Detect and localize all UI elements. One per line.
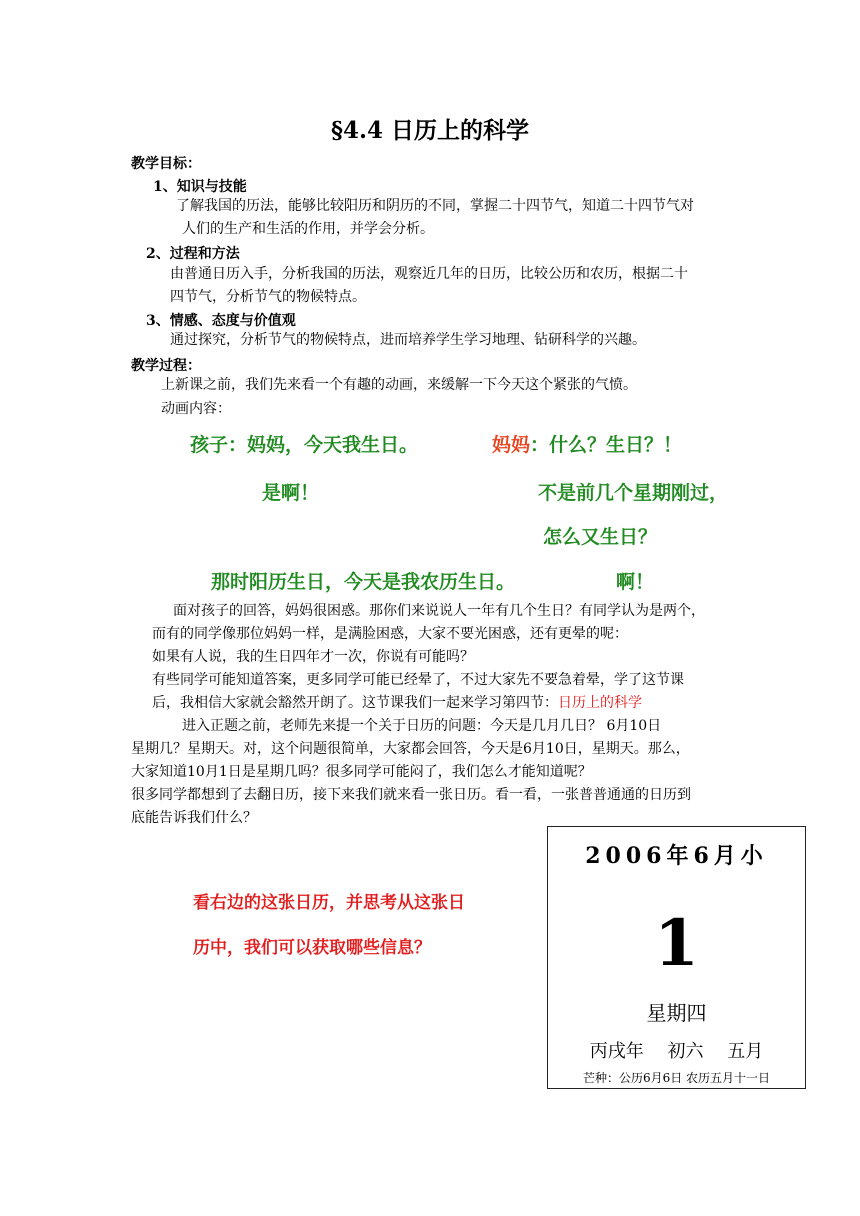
process-heading: 教学过程：: [131, 358, 201, 374]
goal-1-heading: 1、知识与技能: [153, 179, 247, 195]
para-2: 如果有人说，我的生日四年才一次，你说有可能吗？: [152, 649, 474, 665]
para-1a: 面对孩子的回答，妈妈很困惑。那你们来说说人一年有几个生日？有同学认为是两个，: [173, 603, 705, 619]
para-5b: 底能告诉我们什么？: [131, 810, 257, 826]
goals-heading: 教学目标：: [131, 156, 201, 172]
dialogue-mom-1-text: ：什么？生日？！: [530, 434, 683, 456]
calendar-solar-term: 芒种：公历6月6日 农历五月十一日: [582, 1071, 771, 1085]
para-3b: [152, 692, 642, 715]
calendar-day: 1: [654, 906, 699, 981]
calendar-lunar-date: 丙戌年 初六 五月: [589, 1041, 764, 1062]
para-3b-text: 后，我相信大家就会豁然开朗了。这节课我们一起来学习第四节：: [152, 695, 558, 711]
calendar-header: 2006年6月小: [585, 843, 768, 869]
prompt-line-2: 历中，我们可以获取哪些信息？: [193, 938, 431, 958]
goal-2-line-1: 由普通日历入手，分析我国的历法，观察近几年的日历，比较公历和农历，根据二十: [170, 266, 688, 282]
para-5a: 很多同学都想到了去翻日历，接下来我们就来看一张日历。看一看，一张普普通通的日历到: [131, 787, 691, 803]
para-1b: 而有的同学像那位妈妈一样，是满脸困惑，大家不要光困惑，还有更晕的呢：: [152, 626, 628, 642]
dialogue-mom-2b: 怎么又生日？: [543, 526, 658, 548]
prompt-line-1: 看右边的这张日历，并思考从这张日: [193, 893, 465, 913]
para-3a: 有些同学可能知道答案，更多同学可能已经晕了，不过大家先不要急着晕，学了这节课: [152, 672, 684, 688]
calendar-weekday: 星期四: [646, 1001, 707, 1025]
goal-1-line-2: 人们的生产和生活的作用，并学会分析。: [182, 221, 434, 237]
goal-3-heading: 3、情感、态度与价值观: [146, 313, 296, 329]
process-intro-1: 上新课之前，我们先来看一个有趣的动画，来缓解一下今天这个紧张的气愤。: [161, 377, 637, 393]
lesson-title-highlight: 日历上的科学: [558, 695, 642, 711]
goal-3-line-1: 通过探究，分析节气的物候特点，进而培养学生学习地理、钻研科学的兴趣。: [170, 332, 646, 348]
speaker-mom: 妈妈: [492, 434, 531, 456]
goal-2-line-2: 四节气，分析节气的物候特点。: [170, 289, 366, 305]
para-4b: 星期几？星期天。对，这个问题很简单，大家都会回答，今天是6月10日，星期天。那么，: [131, 741, 690, 757]
dialogue-mom-2a: 不是前几个星期刚过，: [538, 482, 729, 504]
page-title: §4.4 日历上的科学: [330, 117, 530, 144]
calendar-page: [547, 826, 806, 1089]
para-4a: 进入正题之前，老师先来提一个关于日历的问题：今天是几月几日？ 6月10日: [182, 718, 662, 734]
dialogue-child-2: 是啊！: [262, 482, 320, 504]
goal-2-heading: 2、过程和方法: [146, 246, 240, 262]
para-4c: 大家知道10月1日是星期几吗？很多同学可能闷了，我们怎么才能知道呢？: [131, 764, 592, 780]
process-intro-2: 动画内容：: [161, 401, 231, 417]
dialogue-mom-1: [492, 430, 682, 457]
goal-1-line-1: 了解我国的历法，能够比较阳历和阴历的不同，掌握二十四节气，知道二十四节气对: [176, 198, 694, 214]
dialogue-mom-3: 啊！: [616, 571, 655, 593]
dialogue-child-1: 孩子：妈妈，今天我生日。: [190, 434, 419, 456]
dialogue-child-3: 那时阳历生日，今天是我农历生日。: [211, 571, 516, 593]
